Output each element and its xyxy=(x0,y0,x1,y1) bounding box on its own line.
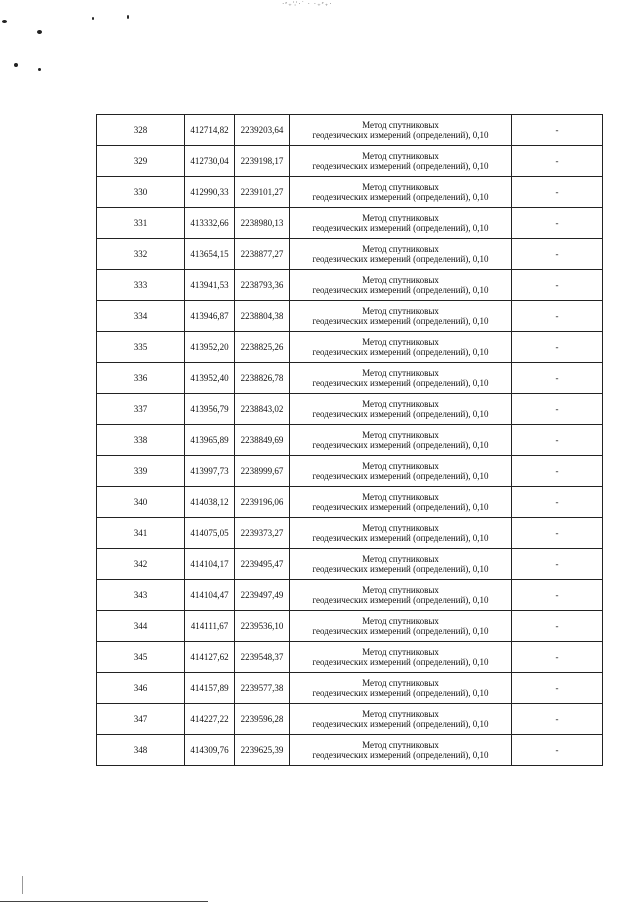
point-number: 345 xyxy=(97,642,185,673)
table-row xyxy=(97,332,603,363)
table-row xyxy=(97,363,603,394)
method-cell xyxy=(290,239,512,270)
note-cell: - xyxy=(512,518,603,549)
coordinate-x: 413941,53 xyxy=(185,270,235,301)
method-cell xyxy=(290,735,512,766)
table-row xyxy=(97,580,603,611)
note-cell: - xyxy=(512,394,603,425)
point-number: 343 xyxy=(97,580,185,611)
coordinate-x: 414104,47 xyxy=(185,580,235,611)
coordinates-table xyxy=(96,114,603,766)
coordinate-x: 414075,05 xyxy=(185,518,235,549)
coordinate-x: 413997,73 xyxy=(185,456,235,487)
method-line-1: Метод спутниковых xyxy=(362,306,439,316)
method-cell xyxy=(290,115,512,146)
point-number: 335 xyxy=(97,332,185,363)
table-row xyxy=(97,115,603,146)
coordinate-y: 2239495,47 xyxy=(235,549,290,580)
table-row xyxy=(97,394,603,425)
method-line-2: геодезических измерений (определений), 0,10 xyxy=(312,750,489,760)
coordinate-y: 2239101,27 xyxy=(235,177,290,208)
coordinate-x: 414309,76 xyxy=(185,735,235,766)
coordinate-x: 413654,15 xyxy=(185,239,235,270)
coordinate-y: 2239596,28 xyxy=(235,704,290,735)
coordinate-x: 413952,20 xyxy=(185,332,235,363)
method-line-2: геодезических измерений (определений), 0,10 xyxy=(312,254,489,264)
method-line-1: Метод спутниковых xyxy=(362,244,439,254)
table-row xyxy=(97,735,603,766)
coordinate-y: 2239373,27 xyxy=(235,518,290,549)
method-cell xyxy=(290,518,512,549)
note-cell: - xyxy=(512,611,603,642)
method-line-1: Метод спутниковых xyxy=(362,709,439,719)
note-cell: - xyxy=(512,115,603,146)
coordinate-x: 413952,40 xyxy=(185,363,235,394)
method-line-2: геодезических измерений (определений), 0,10 xyxy=(312,471,489,481)
method-line-1: Метод спутниковых xyxy=(362,461,439,471)
note-cell: - xyxy=(512,177,603,208)
table-row xyxy=(97,301,603,332)
coordinate-x: 414038,12 xyxy=(185,487,235,518)
coordinate-y: 2238849,69 xyxy=(235,425,290,456)
method-line-2: геодезических измерений (определений), 0,10 xyxy=(312,657,489,667)
method-line-1: Метод спутниковых xyxy=(362,585,439,595)
point-number: 328 xyxy=(97,115,185,146)
coordinate-y: 2239203,64 xyxy=(235,115,290,146)
coordinate-x: 412714,82 xyxy=(185,115,235,146)
method-cell xyxy=(290,208,512,239)
coordinate-y: 2239625,39 xyxy=(235,735,290,766)
note-cell: - xyxy=(512,363,603,394)
method-line-2: геодезических измерений (определений), 0,10 xyxy=(312,409,489,419)
note-cell: - xyxy=(512,487,603,518)
method-line-1: Метод спутниковых xyxy=(362,523,439,533)
note-cell: - xyxy=(512,580,603,611)
method-line-2: геодезических измерений (определений), 0,10 xyxy=(312,719,489,729)
method-line-2: геодезических измерений (определений), 0,10 xyxy=(312,688,489,698)
method-line-1: Метод спутниковых xyxy=(362,368,439,378)
method-line-1: Метод спутниковых xyxy=(362,399,439,409)
method-line-1: Метод спутниковых xyxy=(362,275,439,285)
point-number: 336 xyxy=(97,363,185,394)
note-cell: - xyxy=(512,642,603,673)
coordinate-y: 2238826,78 xyxy=(235,363,290,394)
method-line-2: геодезических измерений (определений), 0,10 xyxy=(312,223,489,233)
scan-speck xyxy=(127,15,129,19)
method-cell xyxy=(290,363,512,394)
coordinate-y: 2239577,38 xyxy=(235,673,290,704)
method-cell xyxy=(290,549,512,580)
coordinate-x: 412990,33 xyxy=(185,177,235,208)
note-cell: - xyxy=(512,673,603,704)
coordinate-y: 2238804,38 xyxy=(235,301,290,332)
table-row xyxy=(97,642,603,673)
method-cell xyxy=(290,177,512,208)
point-number: 330 xyxy=(97,177,185,208)
scan-speck xyxy=(38,68,41,71)
method-line-2: геодезических измерений (определений), 0,10 xyxy=(312,440,489,450)
table-row xyxy=(97,208,603,239)
table-row xyxy=(97,177,603,208)
footer-rule xyxy=(0,901,208,902)
coordinate-y: 2238843,02 xyxy=(235,394,290,425)
table-row xyxy=(97,704,603,735)
point-number: 333 xyxy=(97,270,185,301)
point-number: 339 xyxy=(97,456,185,487)
coordinate-y: 2239497,49 xyxy=(235,580,290,611)
scan-speck xyxy=(2,20,7,23)
coordinate-y: 2238980,13 xyxy=(235,208,290,239)
method-line-2: геодезических измерений (определений), 0,10 xyxy=(312,502,489,512)
method-line-2: геодезических измерений (определений), 0,10 xyxy=(312,192,489,202)
method-line-2: геодезических измерений (определений), 0,10 xyxy=(312,595,489,605)
point-number: 332 xyxy=(97,239,185,270)
point-number: 344 xyxy=(97,611,185,642)
method-cell xyxy=(290,394,512,425)
note-cell: - xyxy=(512,270,603,301)
point-number: 340 xyxy=(97,487,185,518)
point-number: 347 xyxy=(97,704,185,735)
method-cell xyxy=(290,704,512,735)
table-row xyxy=(97,487,603,518)
coordinate-y: 2238999,67 xyxy=(235,456,290,487)
method-cell xyxy=(290,332,512,363)
coordinate-y: 2238793,36 xyxy=(235,270,290,301)
method-line-1: Метод спутниковых xyxy=(362,182,439,192)
note-cell: - xyxy=(512,239,603,270)
method-line-1: Метод спутниковых xyxy=(362,647,439,657)
coordinate-x: 412730,04 xyxy=(185,146,235,177)
coordinate-y: 2239536,10 xyxy=(235,611,290,642)
coordinate-y: 2239196,06 xyxy=(235,487,290,518)
method-line-1: Метод спутниковых xyxy=(362,740,439,750)
table-row xyxy=(97,456,603,487)
method-cell xyxy=(290,673,512,704)
method-line-2: геодезических измерений (определений), 0,10 xyxy=(312,564,489,574)
method-line-1: Метод спутниковых xyxy=(362,213,439,223)
method-cell xyxy=(290,301,512,332)
scan-noise-header: ·ᵉ₊∵·˙ · ·₊ᵉ₊· xyxy=(282,0,333,8)
point-number: 338 xyxy=(97,425,185,456)
coordinate-x: 413956,79 xyxy=(185,394,235,425)
point-number: 337 xyxy=(97,394,185,425)
coordinate-x: 413332,66 xyxy=(185,208,235,239)
note-cell: - xyxy=(512,704,603,735)
note-cell: - xyxy=(512,301,603,332)
point-number: 342 xyxy=(97,549,185,580)
scan-speck xyxy=(92,17,94,20)
table-row xyxy=(97,611,603,642)
scan-speck xyxy=(14,63,18,67)
table-row xyxy=(97,146,603,177)
method-cell xyxy=(290,580,512,611)
method-line-2: геодезических измерений (определений), 0,10 xyxy=(312,347,489,357)
coordinate-x: 413965,89 xyxy=(185,425,235,456)
coordinate-x: 414157,89 xyxy=(185,673,235,704)
method-line-2: геодезических измерений (определений), 0,10 xyxy=(312,533,489,543)
coordinate-y: 2239198,17 xyxy=(235,146,290,177)
coordinate-x: 414127,62 xyxy=(185,642,235,673)
note-cell: - xyxy=(512,735,603,766)
table-row xyxy=(97,549,603,580)
method-line-1: Метод спутниковых xyxy=(362,120,439,130)
table-row xyxy=(97,425,603,456)
table-row xyxy=(97,518,603,549)
table-row xyxy=(97,239,603,270)
method-cell xyxy=(290,611,512,642)
coordinate-x: 413946,87 xyxy=(185,301,235,332)
note-cell: - xyxy=(512,332,603,363)
point-number: 334 xyxy=(97,301,185,332)
method-cell xyxy=(290,456,512,487)
scan-speck xyxy=(37,30,42,34)
method-line-1: Метод спутниковых xyxy=(362,554,439,564)
coordinate-y: 2238825,26 xyxy=(235,332,290,363)
method-line-2: геодезических измерений (определений), 0,10 xyxy=(312,626,489,636)
point-number: 348 xyxy=(97,735,185,766)
method-cell xyxy=(290,425,512,456)
note-cell: - xyxy=(512,425,603,456)
method-line-1: Метод спутниковых xyxy=(362,430,439,440)
point-number: 346 xyxy=(97,673,185,704)
method-line-2: геодезических измерений (определений), 0,10 xyxy=(312,285,489,295)
method-line-1: Метод спутниковых xyxy=(362,337,439,347)
method-cell xyxy=(290,270,512,301)
point-number: 341 xyxy=(97,518,185,549)
method-cell xyxy=(290,487,512,518)
method-line-2: геодезических измерений (определений), 0,10 xyxy=(312,316,489,326)
note-cell: - xyxy=(512,456,603,487)
table-row xyxy=(97,673,603,704)
method-line-1: Метод спутниковых xyxy=(362,678,439,688)
table-row xyxy=(97,270,603,301)
method-line-1: Метод спутниковых xyxy=(362,151,439,161)
coordinate-x: 414227,22 xyxy=(185,704,235,735)
method-line-2: геодезических измерений (определений), 0,10 xyxy=(312,161,489,171)
point-number: 329 xyxy=(97,146,185,177)
coordinate-x: 414104,17 xyxy=(185,549,235,580)
note-cell: - xyxy=(512,208,603,239)
coordinate-x: 414111,67 xyxy=(185,611,235,642)
method-line-1: Метод спутниковых xyxy=(362,616,439,626)
method-line-1: Метод спутниковых xyxy=(362,492,439,502)
method-cell xyxy=(290,146,512,177)
coordinate-y: 2238877,27 xyxy=(235,239,290,270)
method-line-2: геодезических измерений (определений), 0,10 xyxy=(312,378,489,388)
note-cell: - xyxy=(512,549,603,580)
method-cell xyxy=(290,642,512,673)
point-number: 331 xyxy=(97,208,185,239)
note-cell: - xyxy=(512,146,603,177)
coordinate-y: 2239548,37 xyxy=(235,642,290,673)
method-line-2: геодезических измерений (определений), 0,10 xyxy=(312,130,489,140)
coordinates-table-body xyxy=(97,115,603,766)
margin-mark xyxy=(22,876,23,894)
